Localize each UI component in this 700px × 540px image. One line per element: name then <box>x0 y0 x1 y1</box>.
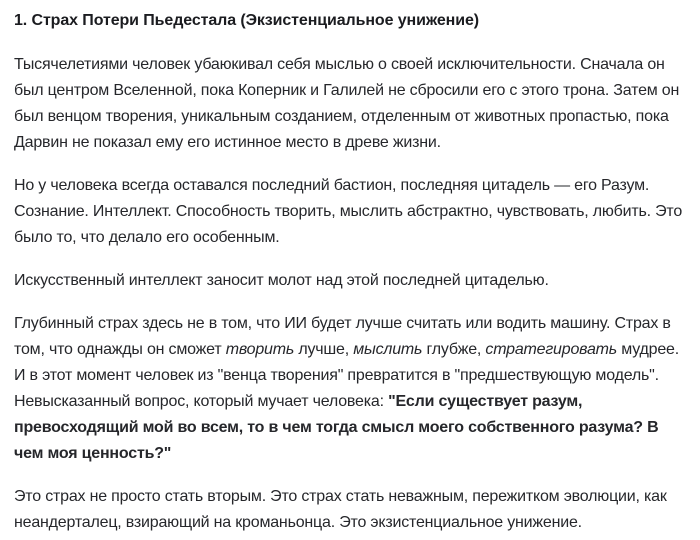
article-body <box>14 52 686 536</box>
section-title: 1. Страх Потери Пьедестала (Экзистенциальное унижение) <box>14 12 479 29</box>
paragraph <box>14 52 686 156</box>
text-run-normal: лучше, <box>294 341 354 358</box>
text-run-italic: мыслить <box>353 341 423 358</box>
text-run-normal: Искусственный интеллект заносит молот над этой последней цитаделью. <box>14 272 549 289</box>
paragraph <box>14 173 686 251</box>
text-run-normal: Тысячелетиями человек убаюкивал себя мыслью о своей исключительности. Сначала он был центром Вселенной, пока Коперник и Галилей не сбросили его с этого трона. Затем он был венцом творения, уникальным созданием, отделенным от животных пропастью, пока Дарвин не показал ему его истинное место в древе жизни. <box>14 56 680 151</box>
text-run-bold: "Если существует разум, превосходящий мой во всем, то в чем тогда смысл моего собственного разума? В чем моя ценность?" <box>14 393 659 462</box>
paragraph <box>14 484 686 536</box>
text-run-normal: Но у человека всегда оставался последний бастион, последняя цитадель — его Разум. Сознание. Интеллект. Способность творить, мыслить абстрактно, чувствовать, любить. Это было то, что делало его особенным. <box>14 177 683 246</box>
paragraph <box>14 311 686 467</box>
text-run-italic: стратегировать <box>485 341 617 358</box>
text-run-normal: Это страх не просто стать вторым. Это страх стать неважным, пережитком эволюции, как неандерталец, взирающий на кроманьонца. Это экзистенциальное унижение. <box>14 488 667 531</box>
text-run-italic: творить <box>225 341 295 358</box>
text-run-normal: глубже, <box>422 341 486 358</box>
paragraph <box>14 268 686 294</box>
text-run-normal: мудрее. И в этот момент человек из "венца творения" превратится в "предшествующую модель". Невысказанный вопрос, который мучает человека: <box>14 341 679 410</box>
text-run-normal: Глубинный страх здесь не в том, что ИИ будет лучше считать или водить машину. Страх в том, что однажды он сможет <box>14 315 671 358</box>
